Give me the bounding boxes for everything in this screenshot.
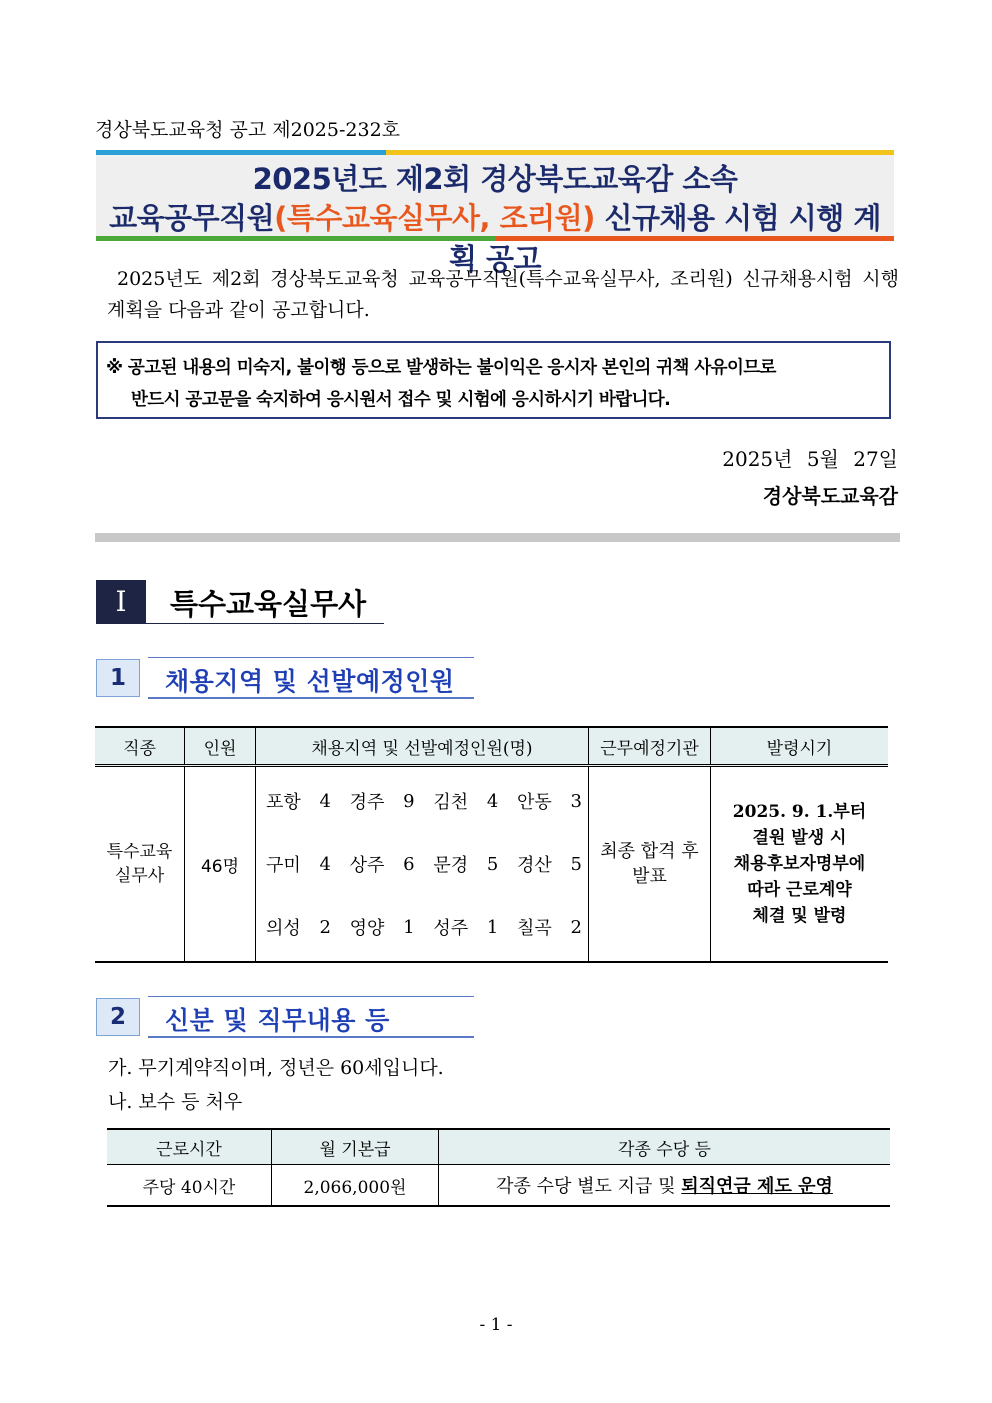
compensation-table [107, 1128, 890, 1207]
warning-line-1: ※ 공고된 내용의 미숙지, 불이행 등으로 발생하는 불이익은 응시자 본인의 귀책 사유이므로 [106, 358, 776, 378]
title-top-bar-blue [96, 150, 386, 155]
subsection-title-2: 신분 및 직무내용 등 [165, 1006, 390, 1035]
title-line-1: 2025년도 제2회 경상북도교육감 소속 [252, 162, 738, 196]
cell-count: 46명 [185, 766, 256, 963]
title-top-bar-yellow [386, 150, 894, 155]
list-item-a: 가. 무기계약직이며, 정년은 60세입니다. [108, 1057, 444, 1079]
pension-emphasis: 퇴직연금 제도 운영 [681, 1176, 833, 1197]
table-row [107, 1165, 890, 1207]
section-divider [95, 533, 900, 542]
issuing-agency: 경상북도교육감 [762, 484, 898, 508]
intro-paragraph: 2025년도 제2회 경상북도교육청 교육공무직원(특수교육실무사, 조리원) 신규채용시험 시행 계획을 다음과 같이 공고합니다. [107, 268, 899, 321]
region-row: 포항 4 경주 9 김천 4 안동 3 [266, 790, 582, 813]
warning-box [96, 341, 891, 419]
list-item-b: 나. 보수 등 처우 [108, 1091, 243, 1113]
title-bottom-bar-orange [496, 236, 894, 241]
subsection-2-topline [148, 996, 474, 997]
subsection-number-1: 1 [96, 659, 140, 697]
subsection-1-topline [148, 657, 474, 658]
title-highlight: (특수교육실무사, 조리원) [274, 201, 595, 235]
subsection-title-1: 채용지역 및 선발예정인원 [165, 667, 455, 696]
cell-institution: 최종 합격 후 발표 [589, 766, 711, 963]
th-appointment: 발령시기 [711, 727, 889, 766]
warning-line-2: 반드시 공고문을 숙지하여 응시원서 접수 및 시험에 응시하시기 바랍니다. [131, 390, 671, 410]
title-line-2: 교육공무직원(특수교육실무사, 조리원) 신규채용 시험 시행 계획 공고 [109, 201, 881, 276]
section-roman-number: Ⅰ [96, 580, 146, 624]
recruitment-table [95, 726, 888, 963]
table-row [95, 766, 888, 963]
title-bottom-bar-green [96, 236, 496, 241]
notice-number: 경상북도교육청 공고 제2025-232호 [95, 119, 401, 141]
cell-hours: 주당 40시간 [107, 1165, 272, 1207]
subsection-1-underline [148, 697, 474, 699]
cell-allowance: 각종 수당 별도 지급 및 퇴직연금 제도 운영 [439, 1165, 891, 1207]
cell-job: 특수교육 실무사 [95, 766, 185, 963]
page-number: - 1 - [479, 1315, 513, 1335]
cell-appointment: 2025. 9. 1.부터 결원 발생 시 채용후보자명부에 따라 근로계약 체결 및 발령 [711, 766, 889, 963]
cell-salary: 2,066,000원 [272, 1165, 439, 1207]
th-count: 인원 [185, 727, 256, 766]
section-title-underline [146, 623, 384, 624]
notice-date: 2025년 5월 27일 [722, 447, 898, 471]
th-regions: 채용지역 및 선발예정인원(명) [256, 727, 589, 766]
title-box [96, 150, 894, 276]
subsection-2-underline [148, 1036, 474, 1038]
section-title: 특수교육실무사 [170, 587, 367, 621]
th-institution: 근무예정기관 [589, 727, 711, 766]
th-allowance: 각종 수당 등 [439, 1129, 891, 1165]
region-row: 의성 2 영양 1 성주 1 칠곡 2 [266, 916, 582, 939]
th-hours: 근로시간 [107, 1129, 272, 1165]
region-row: 구미 4 상주 6 문경 5 경산 5 [266, 853, 582, 876]
th-job: 직종 [95, 727, 185, 766]
subsection-number-2: 2 [96, 998, 140, 1036]
cell-regions [256, 766, 589, 963]
th-salary: 월 기본급 [272, 1129, 439, 1165]
